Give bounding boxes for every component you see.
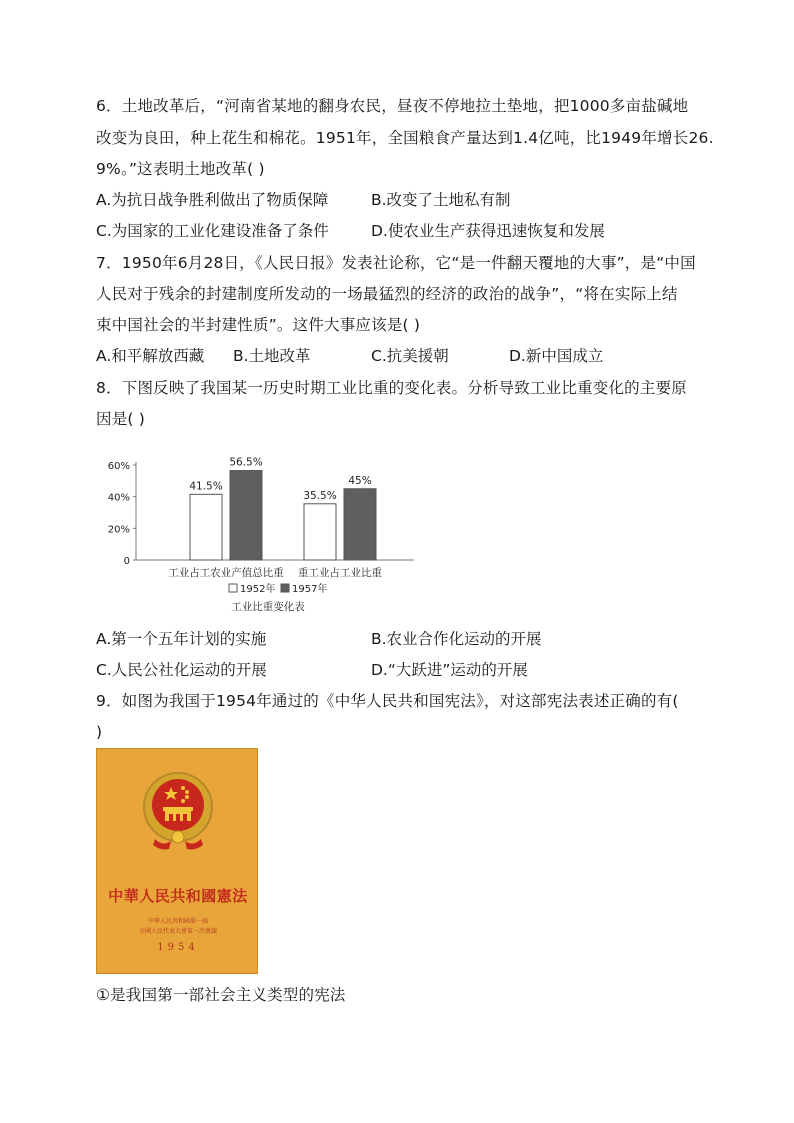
q6-stem-line-2: 改变为良田，种上花生和棉花。1951年，全国粮食产量达到1.4亿吨，比1949年增长26. [96, 129, 714, 147]
q6-stem-line-3: 9%。”这表明土地改革( ) [96, 160, 265, 178]
q8-option-d[interactable]: D.“大跃进”运动的开展 [371, 661, 528, 679]
bar [304, 504, 336, 560]
q9-statement-1: ①是我国第一部社会主义类型的宪法 [96, 986, 346, 1004]
q8-option-b[interactable]: B.农业合作化运动的开展 [371, 630, 542, 648]
bar-value-label: 56.5% [229, 456, 263, 469]
q7-option-b[interactable]: B.土地改革 [233, 347, 311, 365]
q8-stem-line-1: 8．下图反映了我国某一历史时期工业比重的变化表。分析导致工业比重变化的主要原 [96, 379, 687, 397]
category-label: 重工业占工业比重 [298, 567, 382, 579]
category-label: 工业占工农业产值总比重 [168, 567, 284, 579]
bar [344, 489, 376, 560]
y-tick-label: 20% [107, 524, 130, 536]
q9-stem-line-2: ) [96, 723, 103, 741]
q8-option-c[interactable]: C.人民公社化运动的开展 [96, 661, 267, 679]
bar-value-label: 41.5% [189, 480, 223, 493]
industry-ratio-chart [96, 450, 426, 620]
legend-label: 1952年 [240, 584, 276, 595]
y-tick-label: 0 [123, 556, 130, 567]
legend-swatch [229, 584, 237, 592]
cover-subtitle-1: 中華人民共和國第一屆 [147, 918, 208, 925]
bar [190, 494, 222, 560]
chart-title: 工业比重变化表 [231, 601, 305, 613]
bar-value-label: 35.5% [303, 489, 337, 502]
constitution-cover-image [96, 748, 258, 974]
q7-stem-line-2: 人民对于残余的封建制度所发动的一场最猛烈的经济的政治的战争”，“将在实际上结 [96, 285, 678, 303]
q9-stem-line-1: 9．如图为我国于1954年通过的《中华人民共和国宪法》，对这部宪法表述正确的有( [96, 692, 679, 710]
q6-option-c[interactable]: C.为国家的工业化建设准备了条件 [96, 222, 329, 240]
q7-stem-line-1: 7．1950年6月28日，《人民日报》发表社论称，它“是一件翻天覆地的大事”，是“中国 [96, 254, 696, 272]
q6-option-a[interactable]: A.为抗日战争胜利做出了物质保障 [96, 191, 329, 209]
legend-label: 1957年 [292, 584, 328, 595]
q6-option-d[interactable]: D.使农业生产获得迅速恢复和发展 [371, 222, 605, 240]
q6-stem-line-1: 6．土地改革后，“河南省某地的翻身农民，昼夜不停地拉土垫地，把1000多亩盐碱地 [96, 97, 689, 115]
cover-year: 1954 [157, 942, 199, 953]
y-tick-label: 60% [107, 461, 130, 472]
q6-option-b[interactable]: B.改变了土地私有制 [371, 191, 511, 209]
q7-option-d[interactable]: D.新中国成立 [509, 347, 604, 365]
legend-swatch [281, 584, 289, 592]
national-emblem-icon [97, 749, 259, 869]
bar-value-label: 45% [348, 474, 372, 487]
cover-title: 中華人民共和國憲法 [108, 887, 248, 905]
q7-option-c[interactable]: C.抗美援朝 [371, 347, 449, 365]
q7-option-a[interactable]: A.和平解放西藏 [96, 347, 205, 365]
q8-option-a[interactable]: A.第一个五年计划的实施 [96, 630, 267, 648]
bar [230, 471, 262, 560]
q8-stem-line-2: 因是( ) [96, 410, 146, 428]
y-tick-label: 40% [107, 492, 130, 504]
cover-subtitle-2: 全國人民代表大會第一次會議 [138, 928, 217, 935]
q7-stem-line-3: 束中国社会的半封建性质”。这件大事应该是( ) [96, 316, 421, 334]
